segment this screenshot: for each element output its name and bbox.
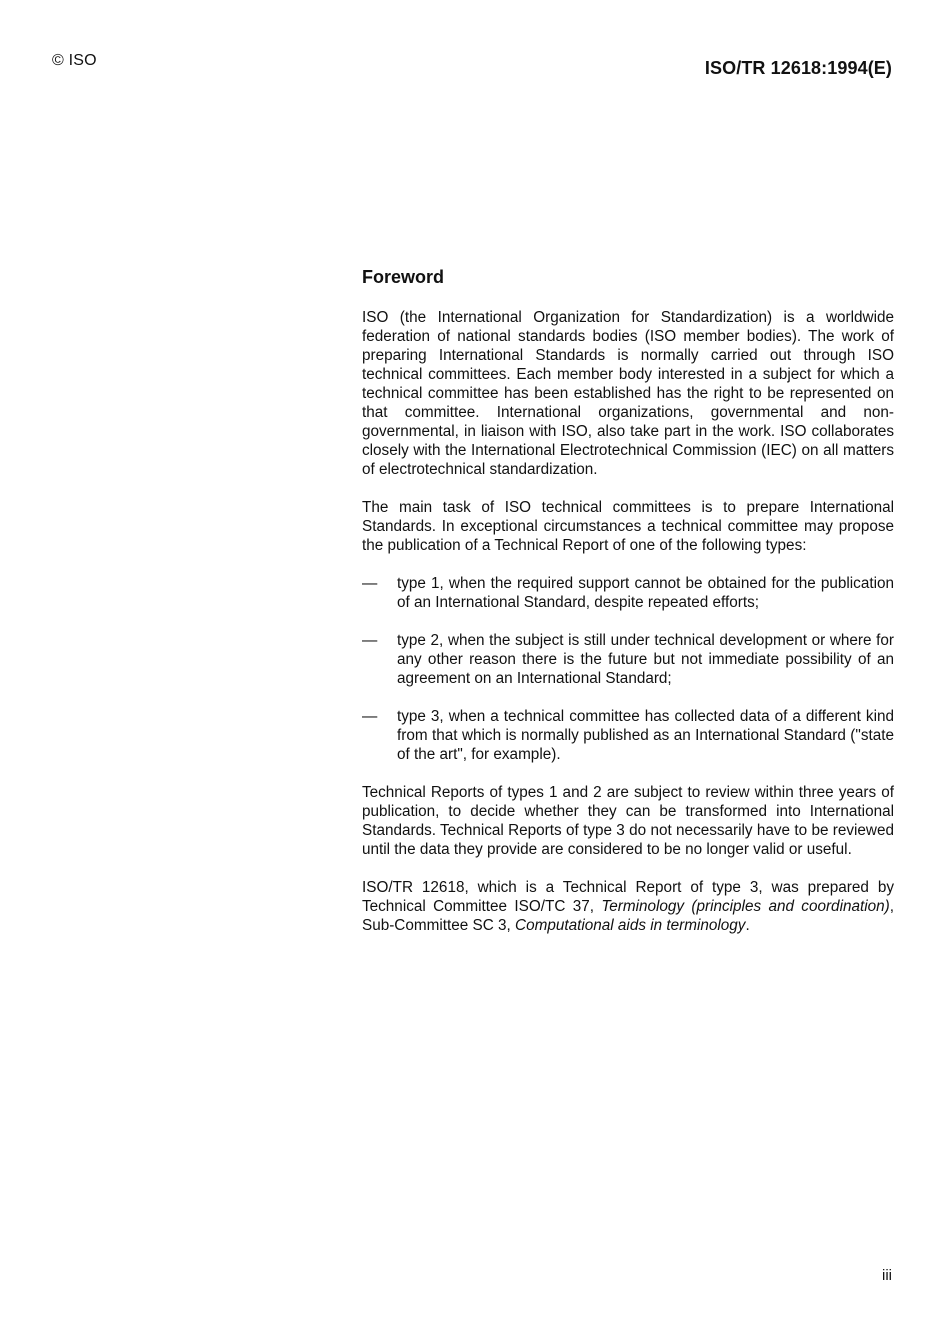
- review-paragraph: Technical Reports of types 1 and 2 are subject to review within three years of publication, to decide whether they can be transformed into International Standards. Technical Reports of type 3 do not necessarily have to be reviewed until the data they provide are considered to be no longer valid or useful.: [362, 784, 894, 858]
- page-number: iii: [882, 1267, 892, 1284]
- committee-title: Terminology (principles and coordination): [601, 898, 890, 915]
- prepared-by-text-2: , Sub-Committee SC 3,: [362, 898, 894, 934]
- prepared-by-paragraph: [362, 878, 894, 935]
- report-types-list: [362, 574, 894, 764]
- subcommittee-title: Computational aids in terminology: [515, 917, 746, 934]
- dash-marker: —: [362, 575, 378, 592]
- dash-marker: —: [362, 632, 378, 649]
- list-item-text: type 3, when a technical committee has collected data of a different kind from that which is normally published as an International Standard ("state of the art", for example).: [397, 708, 894, 763]
- list-item-type-1: [362, 574, 894, 612]
- list-item-text: type 1, when the required support cannot be obtained for the publication of an International Standard, despite repeated efforts;: [397, 575, 894, 611]
- dash-marker: —: [362, 708, 378, 725]
- list-item-type-3: [362, 707, 894, 764]
- list-item-text: type 2, when the subject is still under technical development or where for any other reason there is the future but not immediate possibility of an agreement on an International Standard;: [397, 632, 894, 687]
- intro-paragraph: ISO (the International Organization for Standardization) is a worldwide federation of national standards bodies (ISO member bodies). The work of preparing International Standards is normally carried out through ISO technical committees. Each member body interested in a subject for which a technical committee has been established has the right to be represented on that committee. International organizations, governmental and non-governmental, in liaison with ISO, also take part in the work. ISO collaborates closely with the International Electrotechnical Commission (IEC) on all matters of electrotechnical standardization.: [362, 309, 894, 478]
- task-paragraph: The main task of ISO technical committees is to prepare International Standards. In exceptional circumstances a technical committee may propose the publication of a Technical Report of one of the following types:: [362, 499, 894, 554]
- copyright-notice: © ISO: [52, 52, 97, 69]
- prepared-by-end: .: [745, 917, 750, 934]
- foreword-section: [362, 266, 894, 954]
- document-identifier: ISO/TR 12618:1994(E): [704, 58, 892, 78]
- prepared-by-text: ISO/TR 12618, which is a Technical Report of type 3, was prepared by Technical Committee ISO/TC 37,: [362, 879, 894, 915]
- section-title: Foreword: [362, 267, 445, 287]
- list-item-type-2: [362, 631, 894, 688]
